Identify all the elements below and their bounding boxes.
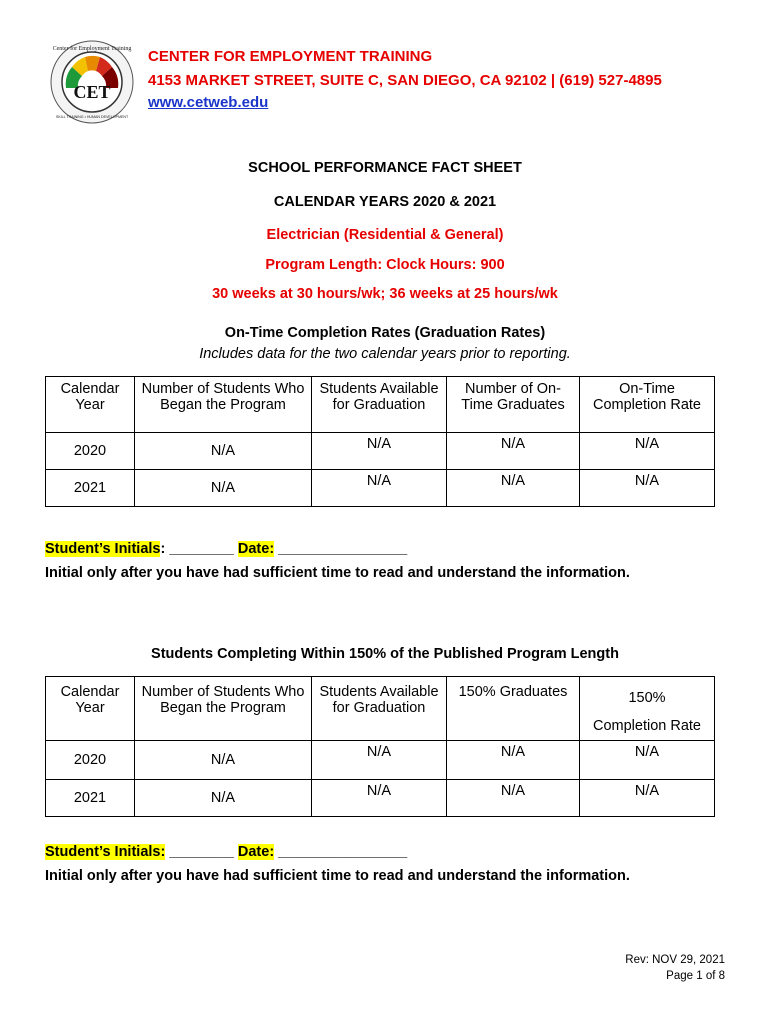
- date-label: Date:: [237, 541, 275, 557]
- year-cell: 2020: [46, 433, 135, 470]
- table-cell: N/A: [447, 470, 580, 507]
- table-row: [46, 780, 715, 817]
- program-length: Program Length: Clock Hours: 900: [265, 257, 505, 273]
- program-weeks: 30 weeks at 30 hours/wk; 36 weeks at 25 hours/wk: [212, 286, 558, 302]
- year-cell: 2020: [46, 741, 135, 780]
- date-blank[interactable]: ________________: [274, 844, 408, 860]
- year-cell: 2021: [46, 470, 135, 507]
- 150-percent-completion-table: [45, 676, 715, 817]
- revision-date: Rev: NOV 29, 2021: [625, 954, 725, 966]
- table-cell: N/A: [312, 470, 447, 507]
- table-cell: N/A: [135, 741, 312, 780]
- table-row: [46, 741, 715, 780]
- table-cell: N/A: [135, 470, 312, 507]
- table-cell: N/A: [312, 780, 447, 817]
- table-cell: N/A: [580, 470, 715, 507]
- table-cell: N/A: [580, 433, 715, 470]
- header-cell: On-Time Completion Rate: [580, 377, 715, 433]
- table-header-row: [46, 677, 715, 741]
- table-cell: N/A: [447, 741, 580, 780]
- year-cell: 2021: [46, 780, 135, 817]
- initials-label: Student’s Initials:: [45, 844, 166, 860]
- initials-label: Student’s Initials: [45, 541, 161, 557]
- header-cell: 150% Completion Rate: [580, 677, 715, 741]
- date-blank[interactable]: ________________: [274, 541, 408, 557]
- header-cell: Number of On- Time Graduates: [447, 377, 580, 433]
- table-cell: N/A: [135, 433, 312, 470]
- table-row: [46, 433, 715, 470]
- initials-line-2: [45, 844, 407, 860]
- table-cell: N/A: [580, 741, 715, 780]
- initials-note-1: Initial only after you have had sufficient time to read and understand the information.: [45, 565, 630, 581]
- section2-heading: Students Completing Within 150% of the Published Program Length: [151, 646, 619, 662]
- initials-note-2: Initial only after you have had sufficient time to read and understand the information.: [45, 868, 630, 884]
- header-cell: Students Available for Graduation: [312, 677, 447, 741]
- initials-blank[interactable]: : ________: [160, 541, 238, 557]
- logo-center-text: CET: [73, 82, 111, 102]
- table-cell: N/A: [312, 433, 447, 470]
- header-cell: Students Available for Graduation: [312, 377, 447, 433]
- logo-bottom-text: SKILL TRAINING • HUMAN DEVELOPMENT: [55, 115, 129, 119]
- section1-subheading: Includes data for the two calendar years prior to reporting.: [199, 346, 571, 362]
- table-cell: N/A: [135, 780, 312, 817]
- initials-line-1: [45, 541, 407, 557]
- org-name: CENTER FOR EMPLOYMENT TRAINING: [148, 48, 433, 65]
- calendar-years-title: CALENDAR YEARS 2020 & 2021: [273, 194, 497, 210]
- table-cell: N/A: [447, 780, 580, 817]
- header-cell: Calendar Year: [46, 677, 135, 741]
- table-cell: N/A: [447, 433, 580, 470]
- org-address: 4153 MARKET STREET, SUITE C, SAN DIEGO, CA 92102 | (619) 527-4895: [148, 72, 662, 89]
- table-cell: N/A: [580, 780, 715, 817]
- table-row: [46, 470, 715, 507]
- table-header-row: [46, 377, 715, 433]
- table-cell: N/A: [312, 741, 447, 780]
- on-time-completion-table: [45, 376, 715, 507]
- program-name: Electrician (Residential & General): [266, 227, 504, 243]
- sheet-title: SCHOOL PERFORMANCE FACT SHEET: [248, 160, 522, 176]
- section1-heading: On-Time Completion Rates (Graduation Rates): [224, 325, 546, 341]
- header-cell: Calendar Year: [46, 377, 135, 433]
- header-cell: 150% Graduates: [447, 677, 580, 741]
- website-link[interactable]: www.cetweb.edu: [148, 94, 269, 111]
- header-cell: Number of Students Who Began the Program: [135, 377, 312, 433]
- cet-logo: [50, 40, 134, 124]
- logo-arc-text: Center for Employment Training: [52, 46, 132, 52]
- initials-blank[interactable]: ________: [165, 844, 238, 860]
- page-number: Page 1 of 8: [666, 970, 725, 982]
- header-cell: Number of Students Who Began the Program: [135, 677, 312, 741]
- date-label: Date:: [237, 844, 275, 860]
